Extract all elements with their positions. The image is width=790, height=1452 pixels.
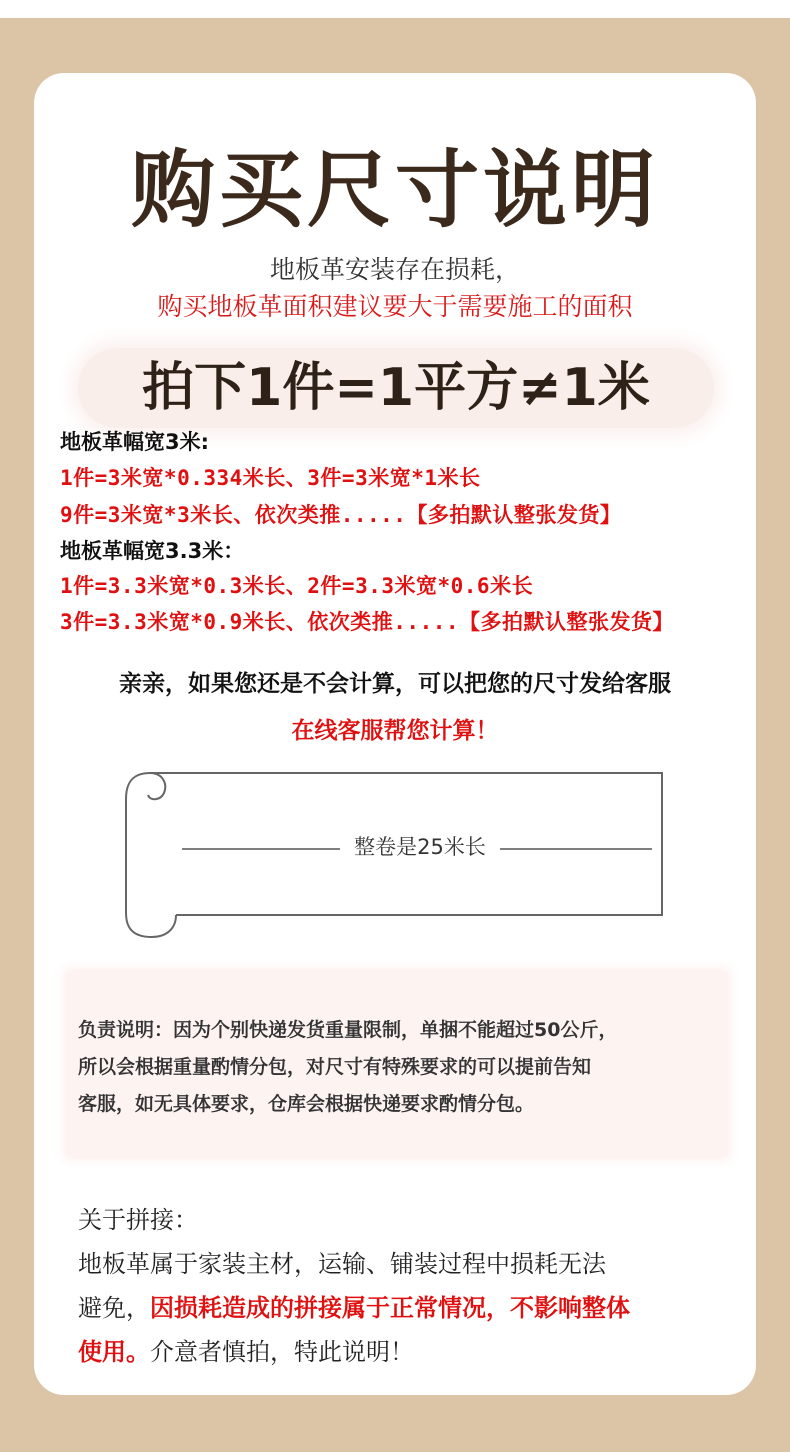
notice-line1: 负责说明：因为个别快递发货重量限制，单捆不能超过50公斤， [78,1019,618,1041]
splice-line2 [78,1286,738,1330]
subtitle-line2: 购买地板革面积建议要大于需要施工的面积 [157,292,633,321]
calc-help-line1: 亲亲，如果您还是不会计算，可以把您的尺寸发给客服 [119,671,671,697]
subtitle-line1: 地板革安装存在损耗， [269,255,520,284]
splice-line1: 地板革属于家装主材，运输、铺装过程中损耗无法 [78,1250,606,1278]
splice-line2-normal: 避免， [78,1294,150,1322]
splice-line2-red: 因损耗造成的拼接属于正常情况，不影响整体 [150,1294,630,1322]
spec-3m-heading: 地板革幅宽3米: [60,430,210,454]
spec-33m-heading: 地板革幅宽3.3米： [60,539,245,563]
page-title: 购买尺寸说明 [130,141,659,239]
splice-line3-red: 使用。 [78,1338,150,1366]
notice-line2: 所以会根据重量酌情分包，对尺寸有特殊要求的可以提前告知 [78,1056,592,1078]
spec-33m-line2: 3件=3.3米宽*0.9米长、依次类推.....【多拍默认整张发货】 [60,610,675,634]
roll-length-label: 整卷是25米长 [340,832,500,862]
calc-help-line2: 在线客服帮您计算！ [291,718,499,744]
splice-line3-normal: 介意者慎拍，特此说明！ [150,1338,414,1366]
spec-3m-line1: 1件=3米宽*0.334米长、3件=3米宽*1米长 [60,466,481,490]
spec-33m-line1: 1件=3.3米宽*0.3米长、2件=3.3米宽*0.6米长 [60,574,534,598]
splice-line3 [78,1330,738,1374]
splice-section [78,1198,738,1374]
notice-line3: 客服，如无具体要求，仓库会根据快递要求酌情分包。 [78,1093,535,1115]
top-strip [0,0,790,18]
spec-3m-line2: 9件=3米宽*3米长、依次类推.....【多拍默认整张发货】 [60,503,622,527]
splice-heading: 关于拼接： [78,1206,198,1234]
highlight-text: 拍下1件=1平方≠1米 [142,358,650,418]
notice-text [78,1012,718,1123]
